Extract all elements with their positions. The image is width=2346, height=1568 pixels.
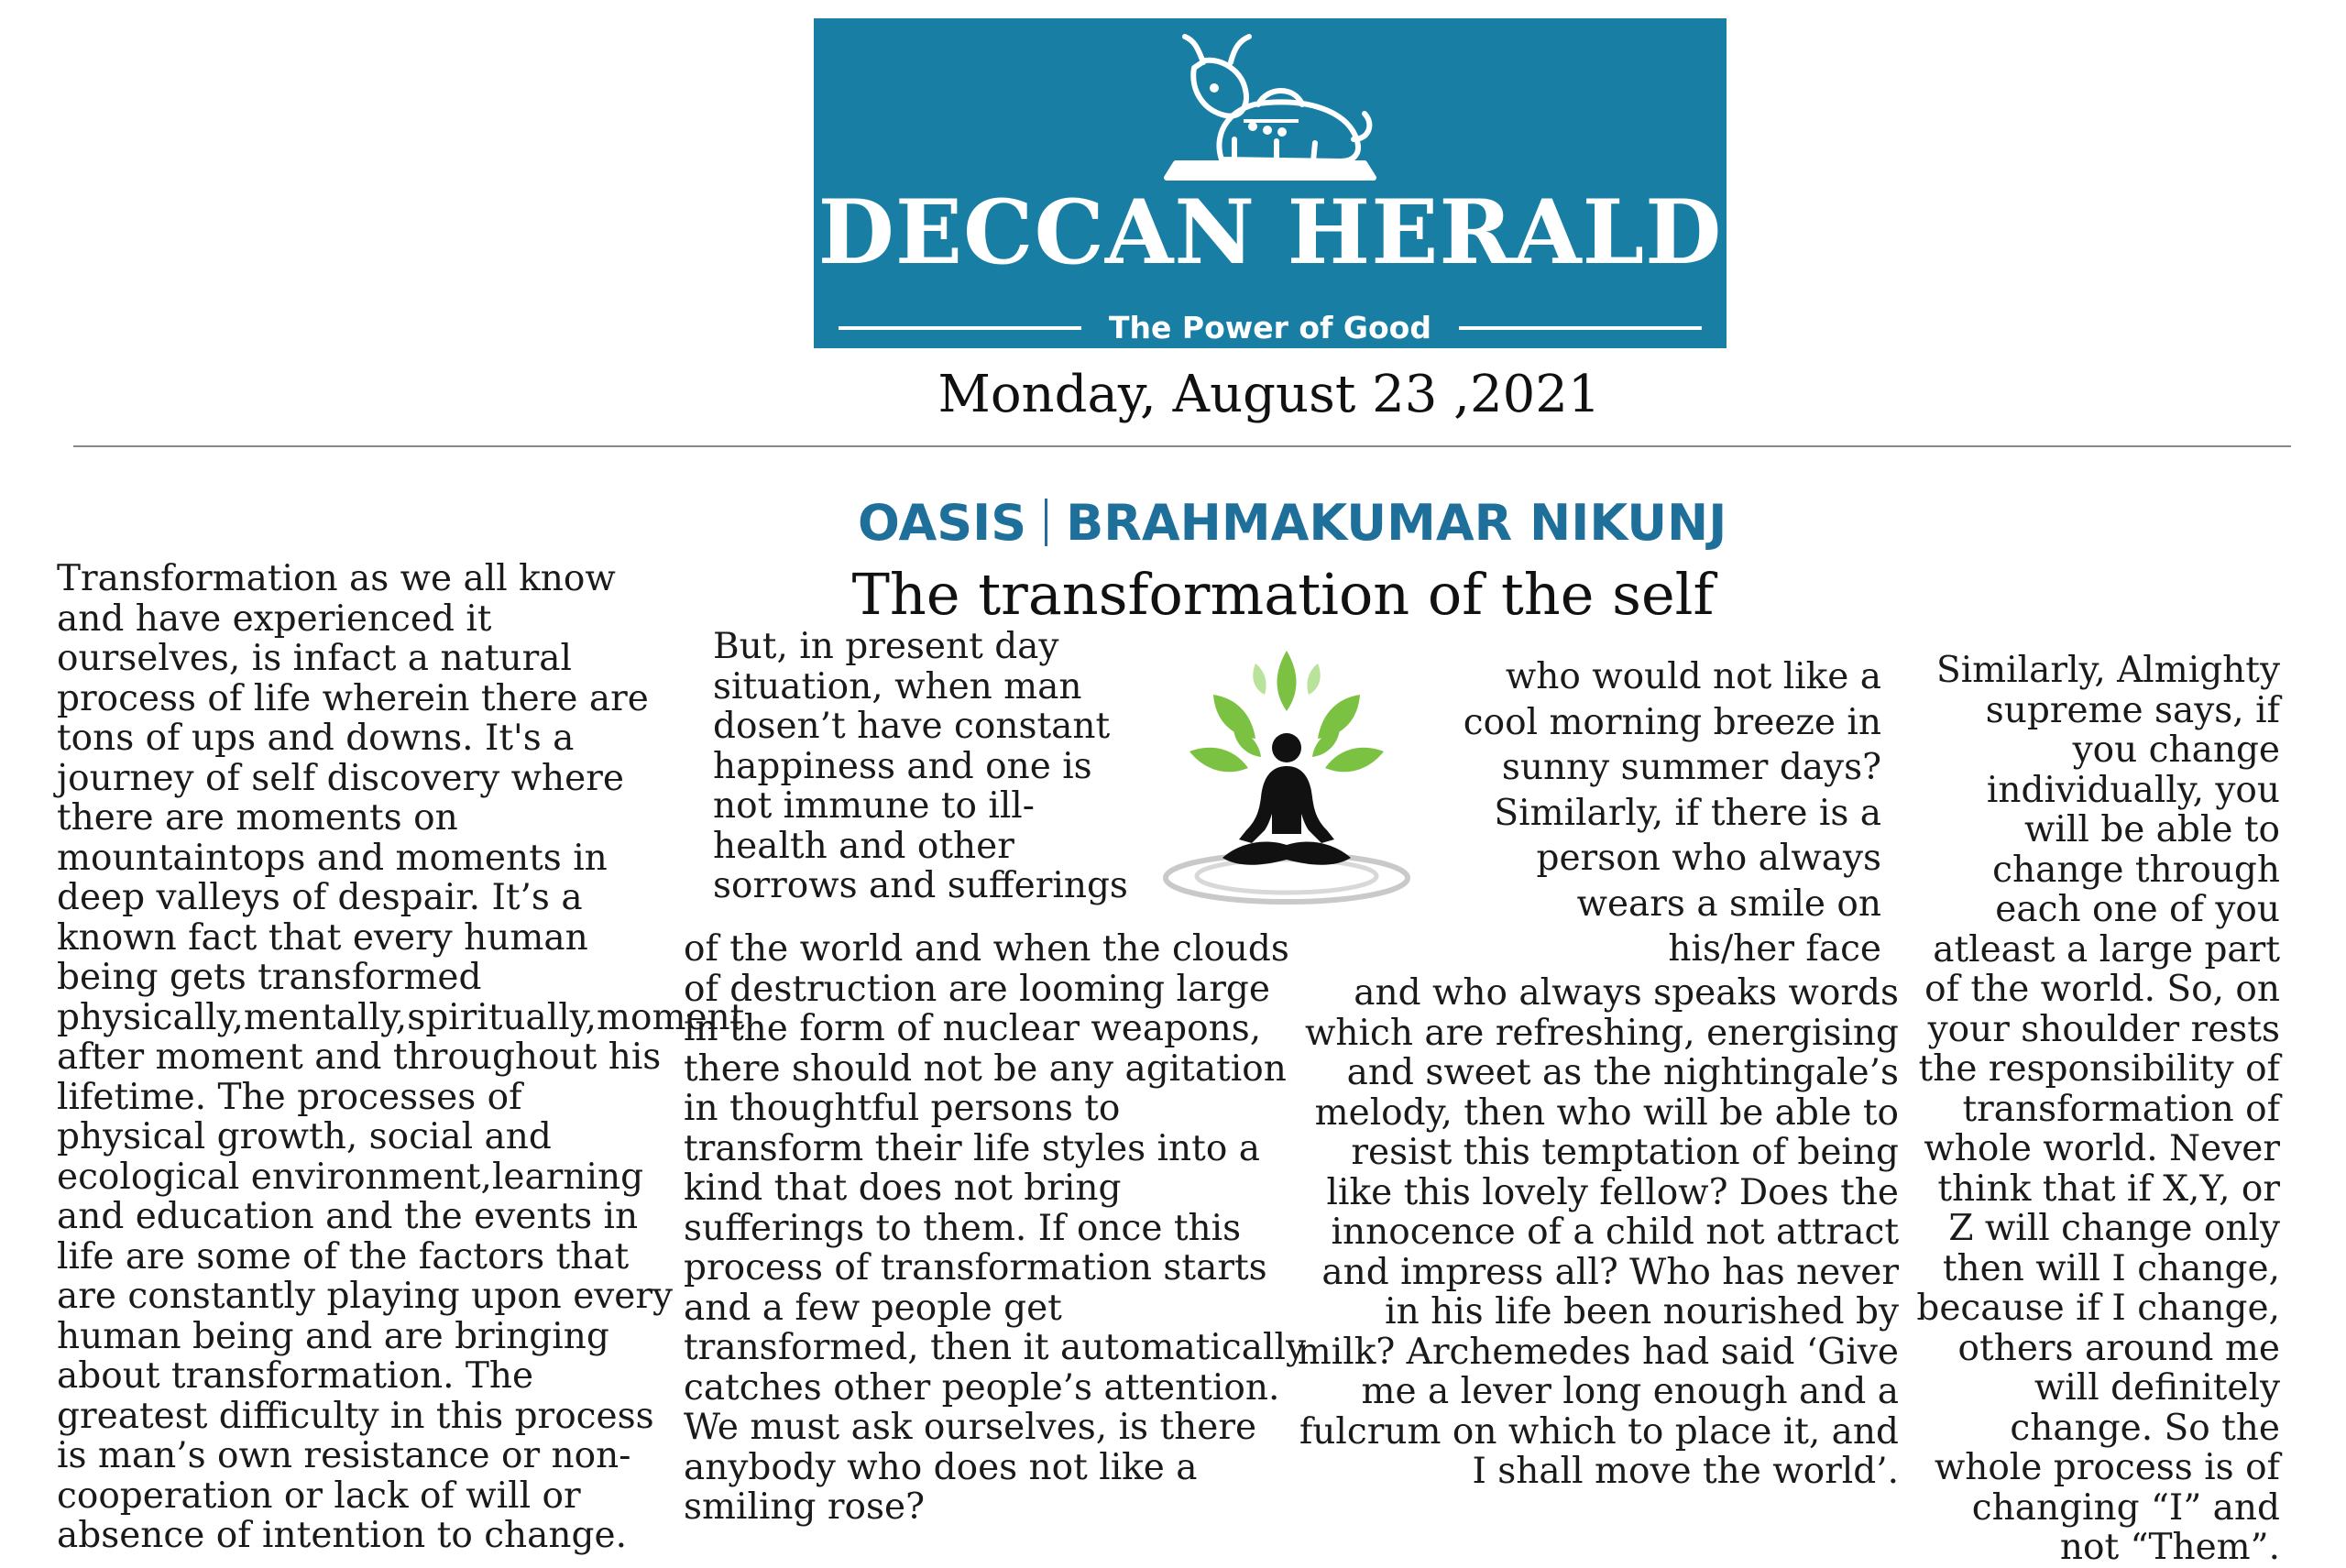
article-headline: The transformation of the self <box>851 561 1715 628</box>
article-column-2-top: But, in present day situation, when man dosen’t have constant happiness and one is not immune to ill-health and other sorrows and sufferings <box>713 626 1128 906</box>
tagline-rule-right <box>1459 326 1702 330</box>
nandi-bull-emblem-icon <box>1157 31 1383 192</box>
author-name: BRAHMAKUMAR NIKUNJ <box>1066 493 1727 552</box>
masthead <box>814 18 1727 348</box>
article-kicker <box>858 493 1727 552</box>
meditating-figure-with-leaves-icon <box>1157 641 1418 907</box>
kicker-separator <box>1045 499 1047 546</box>
header-divider <box>73 445 2291 447</box>
issue-date: Monday, August 23 ,2021 <box>937 365 1601 424</box>
article-column-3-top: who would not like a cool morning breeze in sunny summer days? Similarly, if there is a person who always wears a smile on his/her face <box>1463 656 1881 970</box>
column-name: OASIS <box>858 493 1027 552</box>
article-column-1: Transformation as we all know and have experienced it ourselves, is infact a natural process of life wherein there are tons of ups and downs. It's a journey of self discovery where there are moments on mountaintops and moments in deep valleys of despair. It’s a known fact that every human being gets transformed physically,mentally,spiritually,moment after moment and throughout his lifetime. The processes of physical growth, social and ecological environment,learning and education and the events in life are some of the factors that are constantly playing upon every human being and are bringing about transformation. The greatest difficulty in this process is man’s own resistance or non-cooperation or lack of will or absence of intention to change. <box>57 558 745 1556</box>
masthead-tagline-row <box>814 310 1727 345</box>
article-column-4: Similarly, Almighty supreme says, if you change individually, you will be able to change through each one of you atleast a large part of the world. So, on your shoulder rests the responsibility of transformation of whole world. Never think that if X,Y, or Z will change only then will I change, because if I change, others around me will definitely change. So the whole process is of changing “I” and not “Them”. <box>1916 650 2280 1568</box>
tagline-rule-left <box>839 326 1081 330</box>
masthead-title: DECCAN HERALD <box>817 181 1723 284</box>
masthead-tagline: The Power of Good <box>1109 310 1431 345</box>
article-column-2-bottom: of the world and when the clouds of destruction are looming large in the form of nuclear weapons, there should not be any agitation in thoughtful persons to transform their life styles into a kind that does not bring sufferings to them. If once this process of transformation starts and a few people get transformed, then it automatically catches other people’s attention. We must ask ourselves, is there anybody who does not like a smiling rose? <box>684 928 1306 1528</box>
article-column-3-bottom: and who always speaks words which are refreshing, energising and sweet as the nightingale’s melody, then who will be able to resist this temptation of being like this lovely fellow? Does the innocence of a child not attract and impress all? Who has never in his life been nourished by milk? Archemedes had said ‘Give me a lever long enough and a fulcrum on which to place it, and I shall move the world’. <box>1297 972 1899 1492</box>
